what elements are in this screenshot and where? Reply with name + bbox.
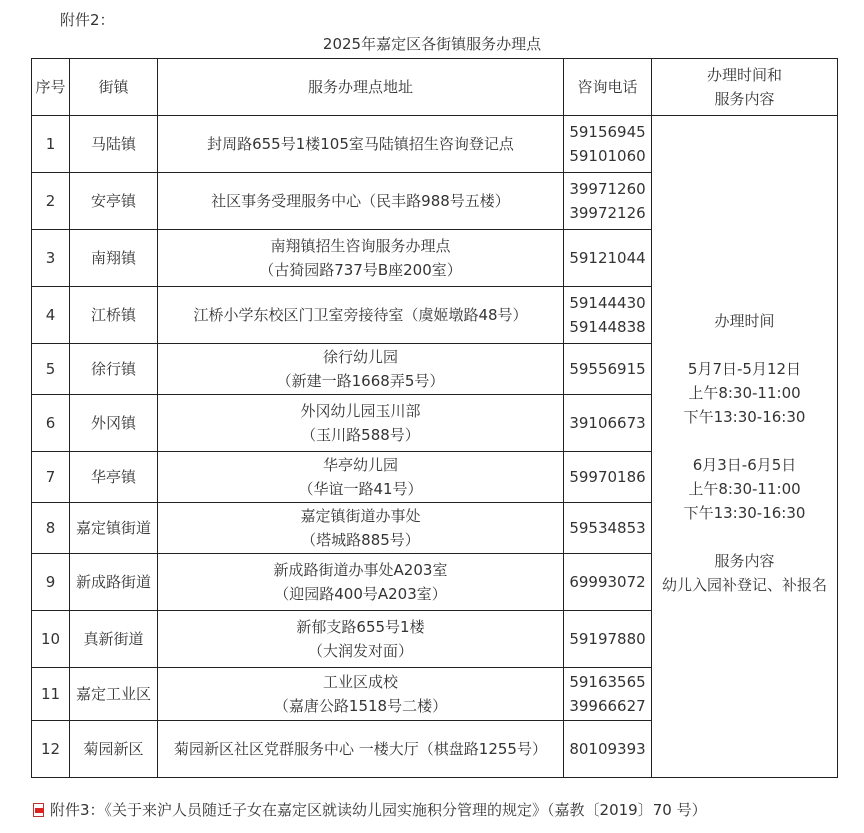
attachment-3-prefix: 附件3： [50, 801, 105, 819]
row-no: 3 [32, 230, 70, 287]
row-phone: 80109393 [564, 721, 652, 778]
row-address: 江桥小学东校区门卫室旁接待室（虞姬墩路48号） [158, 287, 564, 344]
row-address: 工业区成校 （嘉唐公路1518号二楼） [158, 668, 564, 721]
row-town: 新成路街道 [70, 554, 158, 611]
row-phone: 59156945 59101060 [564, 116, 652, 173]
row-phone: 59121044 [564, 230, 652, 287]
row-no: 7 [32, 452, 70, 503]
row-town: 真新街道 [70, 611, 158, 668]
row-address: 外冈幼儿园玉川部 （玉川路588号） [158, 395, 564, 452]
row-town: 外冈镇 [70, 395, 158, 452]
row-no: 4 [32, 287, 70, 344]
attachment-3-link[interactable] [33, 799, 707, 820]
header-time-service: 办理时间和 服务内容 [652, 59, 838, 116]
row-no: 2 [32, 173, 70, 230]
row-no: 8 [32, 503, 70, 554]
row-phone: 59144430 59144838 [564, 287, 652, 344]
pdf-icon [33, 803, 44, 816]
table-title: 2025年嘉定区各街镇服务办理点 [322, 35, 542, 53]
row-address: 南翔镇招生咨询服务办理点 （古猗园路737号B座200室） [158, 230, 564, 287]
row-phone: 39971260 39972126 [564, 173, 652, 230]
row-phone: 69993072 [564, 554, 652, 611]
row-town: 江桥镇 [70, 287, 158, 344]
row-address: 新成路街道办事处A203室 （迎园路400号A203室） [158, 554, 564, 611]
header-address: 服务办理点地址 [158, 59, 564, 116]
row-no: 6 [32, 395, 70, 452]
row-phone: 59534853 [564, 503, 652, 554]
service-points-table [31, 58, 838, 778]
row-phone: 59556915 [564, 344, 652, 395]
row-town: 安亭镇 [70, 173, 158, 230]
row-address: 封周路655号1楼105室马陆镇招生咨询登记点 [158, 116, 564, 173]
row-town: 华亭镇 [70, 452, 158, 503]
row-no: 1 [32, 116, 70, 173]
table-body [32, 116, 838, 778]
header-no: 序号 [32, 59, 70, 116]
header-town: 街镇 [70, 59, 158, 116]
service-info-cell: 办理时间 5月7日-5月12日 上午8:30-11:00 下午13:30-16:30 6月3日-6月5日 上午8:30-11:00 下午13:30-16:30 服务内容 幼儿入园补登记、补报名 [652, 116, 838, 778]
row-address: 社区事务受理服务中心（民丰路988号五楼） [158, 173, 564, 230]
table-row [32, 116, 838, 173]
row-phone: 59197880 [564, 611, 652, 668]
row-town: 嘉定镇街道 [70, 503, 158, 554]
attachment-label-top: 附件2： [60, 11, 115, 29]
row-town: 徐行镇 [70, 344, 158, 395]
row-town: 嘉定工业区 [70, 668, 158, 721]
row-no: 5 [32, 344, 70, 395]
row-address: 菊园新区社区党群服务中心 一楼大厅（棋盘路1255号） [158, 721, 564, 778]
row-phone: 59163565 39966627 [564, 668, 652, 721]
header-phone: 咨询电话 [564, 59, 652, 116]
row-no: 11 [32, 668, 70, 721]
attachment-3-title: 《关于来沪人员随迁子女在嘉定区就读幼儿园实施积分管理的规定》（嘉教〔2019〕70 号） [104, 801, 707, 819]
row-phone: 39106673 [564, 395, 652, 452]
row-address: 新郁支路655号1楼 （大润发对面） [158, 611, 564, 668]
row-address: 嘉定镇街道办事处 （塔城路885号） [158, 503, 564, 554]
row-address: 徐行幼儿园 （新建一路1668弄5号） [158, 344, 564, 395]
row-phone: 59970186 [564, 452, 652, 503]
row-town: 马陆镇 [70, 116, 158, 173]
row-town: 菊园新区 [70, 721, 158, 778]
table-header-row [32, 59, 838, 116]
row-no: 9 [32, 554, 70, 611]
row-no: 10 [32, 611, 70, 668]
row-address: 华亭幼儿园 （华谊一路41号） [158, 452, 564, 503]
row-town: 南翔镇 [70, 230, 158, 287]
row-no: 12 [32, 721, 70, 778]
